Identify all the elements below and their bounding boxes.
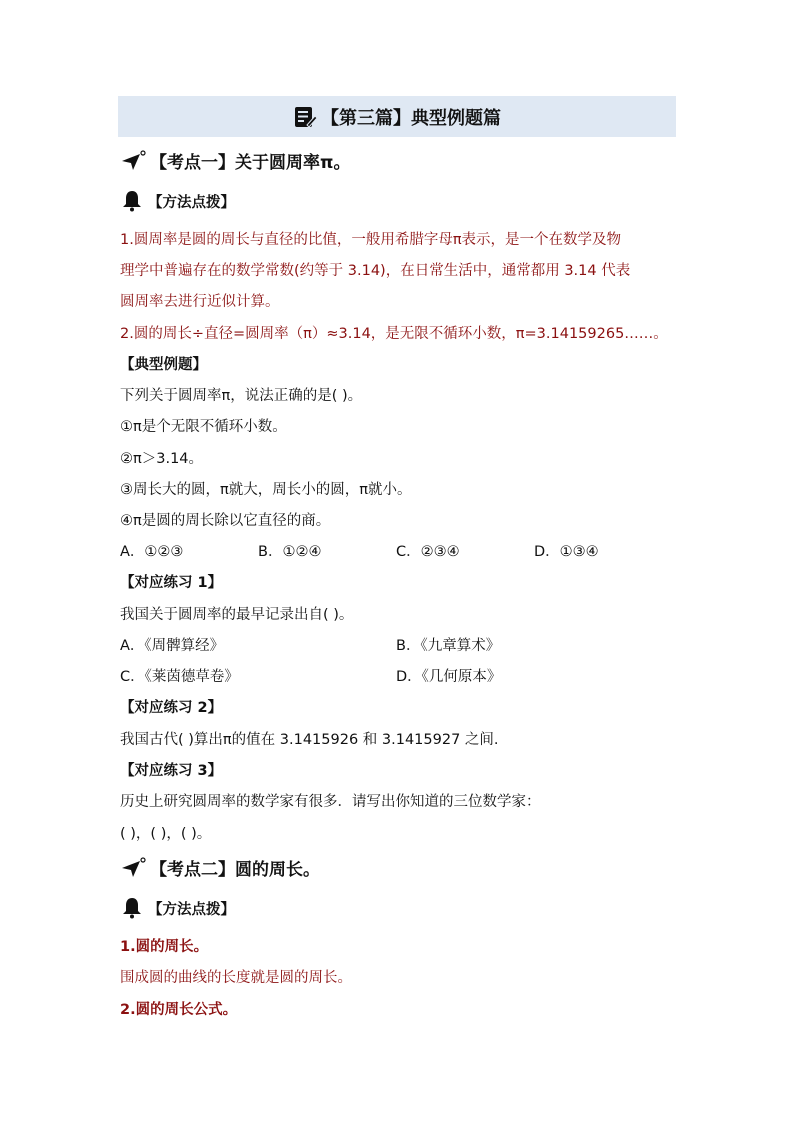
page-title: 【第三篇】典型例题篇 — [321, 107, 501, 129]
kd1-heading — [120, 148, 350, 173]
practice-1-option-d[interactable]: D．《几何原本》 — [396, 669, 502, 685]
practice-1-option-a[interactable]: A．《周髀算经》 — [120, 638, 225, 654]
statement-3: ③周长大的圆，π就大，周长小的圆，π就小。 — [120, 482, 412, 498]
kd2-title: 【考点二】圆的周长。 — [150, 860, 320, 880]
kd2-rule-3: 2.圆的周长公式。 — [120, 1002, 238, 1018]
kd2-rule-1: 1.圆的周长。 — [120, 939, 209, 955]
kd2-method-heading — [122, 897, 235, 919]
practice-3-question: 历史上研究圆周率的数学家有很多．请写出你知道的三位数学家： — [120, 794, 541, 810]
practice-2-label: 【对应练习 2】 — [120, 700, 223, 716]
kd1-title: 【考点一】关于圆周率π。 — [150, 153, 351, 173]
method-line-1a: 1.圆周率是圆的周长与直径的比值，一般用希腊字母π表示，是一个在数学及物 — [120, 232, 622, 248]
method-line-1b: 理学中普遍存在的数学常数(约等于 3.14)，在日常生活中，通常都用 3.14 代表 — [120, 263, 631, 279]
kd2-rule-2: 围成圆的曲线的长度就是圆的周长。 — [120, 970, 352, 986]
kd1-method-heading — [122, 190, 235, 212]
practice-2-question: 我国古代( )算出π的值在 3.1415926 和 3.1415927 之间. — [120, 732, 499, 748]
bell-icon — [122, 897, 142, 919]
method-line-1c: 圆周率去进行近似计算。 — [120, 294, 280, 310]
option-c[interactable]: C．②③④ — [396, 544, 460, 560]
example-question: 下列关于圆周率π，说法正确的是( )。 — [120, 388, 363, 404]
statement-4: ④π是圆的周长除以它直径的商。 — [120, 513, 331, 529]
option-b[interactable]: B．①②④ — [258, 544, 322, 560]
option-a[interactable]: A．①②③ — [120, 544, 184, 560]
practice-1-option-b[interactable]: B．《九章算术》 — [396, 638, 501, 654]
method-line-2: 2.圆的周长÷直径=圆周率（π）≈3.14，是无限不循环小数，π=3.14159265……。 — [120, 326, 668, 342]
example-label: 【典型例题】 — [120, 357, 207, 373]
navigation-arrow-icon — [120, 857, 146, 879]
section-banner — [118, 96, 676, 137]
method-label: 【方法点拨】 — [148, 901, 235, 918]
bell-icon — [122, 190, 142, 212]
statement-2: ②π＞3.14。 — [120, 451, 204, 467]
practice-1-label: 【对应练习 1】 — [120, 575, 223, 591]
practice-3-label: 【对应练习 3】 — [120, 763, 223, 779]
statement-1: ①π是个无限不循环小数。 — [120, 419, 287, 435]
option-d[interactable]: D．①③④ — [534, 544, 599, 560]
practice-1-option-c[interactable]: C．《莱茵德草卷》 — [120, 669, 239, 685]
method-label: 【方法点拨】 — [148, 194, 235, 211]
practice-1-question: 我国关于圆周率的最早记录出自( )。 — [120, 607, 354, 623]
practice-3-blanks[interactable]: ( )，( )，( )。 — [120, 826, 212, 842]
note-pen-icon — [293, 105, 317, 129]
kd2-heading — [120, 855, 320, 880]
navigation-arrow-icon — [120, 150, 146, 172]
